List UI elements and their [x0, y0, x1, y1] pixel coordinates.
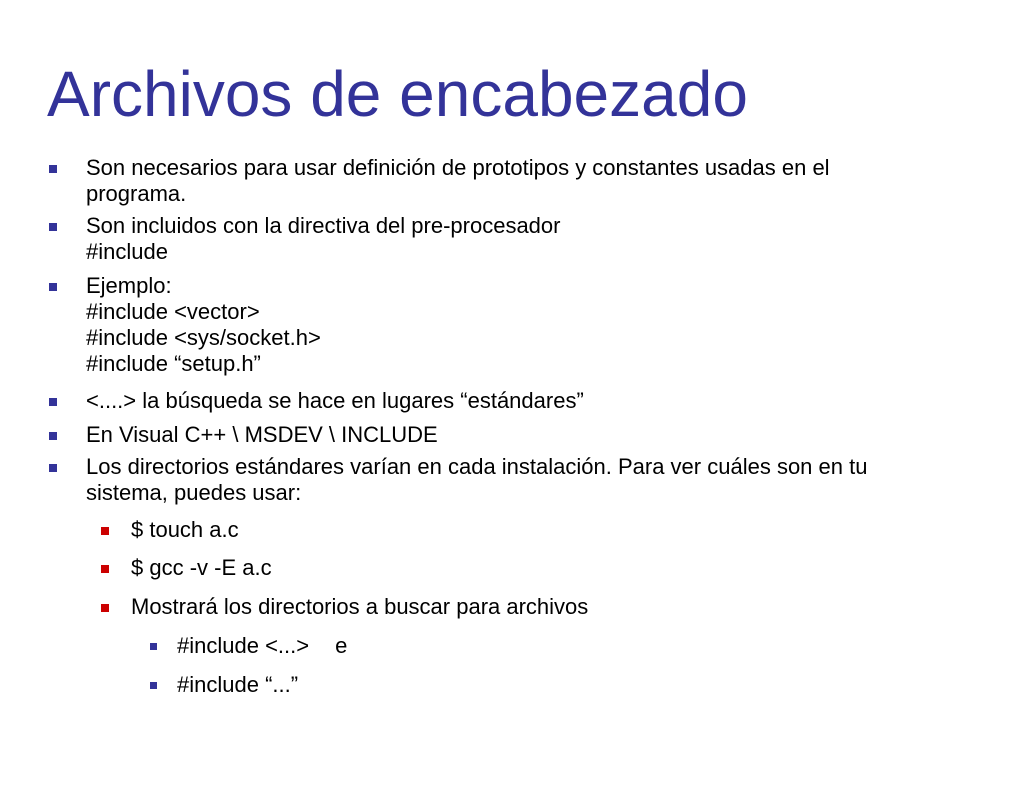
- bullet-text: Son incluidos con la directiva del pre-procesador: [86, 213, 561, 238]
- bullet-text: En Visual C++ \ MSDEV \ INCLUDE: [86, 422, 438, 447]
- sub-sub-bullet-line: [177, 633, 977, 659]
- sub-bullet-text: Mostrará los directorios a buscar para archivos: [131, 594, 589, 619]
- square-bullet-icon: [101, 565, 109, 573]
- bullet-text: #include: [86, 239, 168, 264]
- sub-sub-bullet-item: [177, 672, 977, 698]
- code-line: #include <sys/socket.h>: [86, 325, 321, 350]
- bullet-text: Ejemplo:: [86, 273, 172, 298]
- square-bullet-icon: [101, 527, 109, 535]
- sub-bullet-item: [131, 517, 991, 543]
- sub-bullet-item: [131, 594, 991, 620]
- sub-bullet-item: [131, 555, 991, 581]
- square-bullet-icon: [49, 398, 57, 406]
- square-bullet-icon: [49, 223, 57, 231]
- bullet-text: <....> la búsqueda se hace en lugares “estándares”: [86, 388, 584, 413]
- square-bullet-icon: [49, 464, 57, 472]
- bullet-text: programa.: [86, 181, 187, 206]
- bullet-text: Los directorios estándares varían en cada instalación. Para ver cuáles son en tu: [86, 454, 868, 479]
- square-bullet-icon: [150, 643, 157, 650]
- square-bullet-icon: [49, 283, 57, 291]
- bullet-text: sistema, puedes usar:: [86, 480, 302, 505]
- bullet-item: [86, 273, 986, 377]
- bullet-item: [86, 213, 986, 265]
- include-text: #include <...>: [177, 633, 310, 658]
- conjunction-text: e: [335, 633, 348, 658]
- bullet-text: Son necesarios para usar definición de prototipos y constantes usadas en el: [86, 155, 830, 180]
- sub-bullet-text: $ touch a.c: [131, 517, 239, 542]
- square-bullet-icon: [49, 432, 57, 440]
- code-line: #include “setup.h”: [86, 351, 261, 376]
- bullet-item: [86, 454, 986, 506]
- slide-title: Archivos de encabezado: [47, 58, 748, 130]
- bullet-item: [86, 388, 986, 414]
- include-text: #include “...”: [177, 672, 299, 697]
- square-bullet-icon: [49, 165, 57, 173]
- bullet-item: [86, 155, 986, 207]
- bullet-item: [86, 422, 986, 448]
- square-bullet-icon: [101, 604, 109, 612]
- sub-sub-bullet-item: [177, 633, 977, 659]
- code-line: #include <vector>: [86, 299, 260, 324]
- sub-bullet-text: $ gcc -v -E a.c: [131, 555, 272, 580]
- square-bullet-icon: [150, 682, 157, 689]
